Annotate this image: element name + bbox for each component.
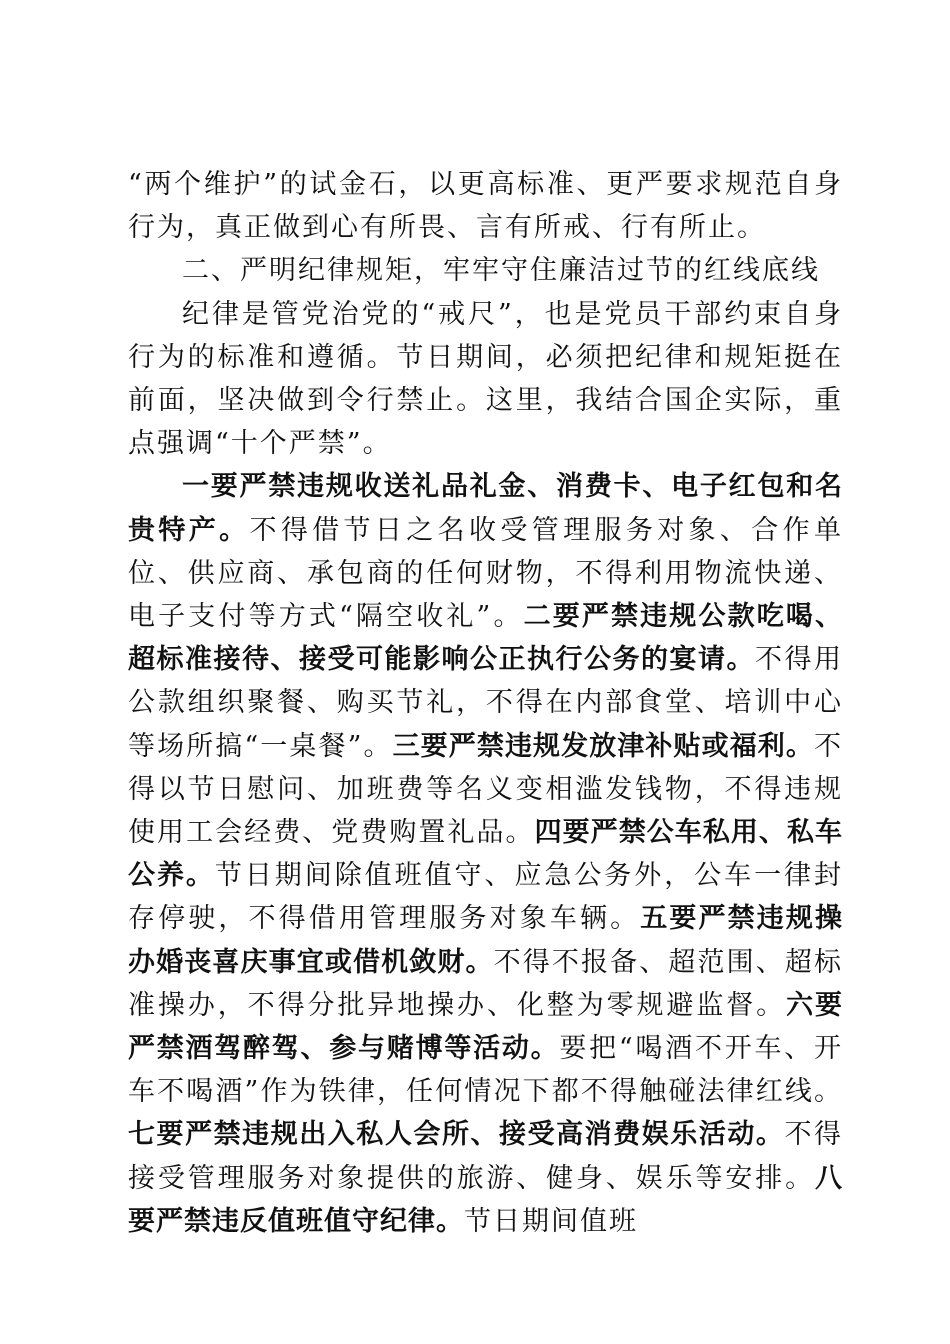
paragraph-text: 节日期间值班 [464,1205,638,1237]
paragraph-text: 要把“喝酒不开车、开车不喝酒”作为铁律，任何情况下都不得触碰法律红线。 [128,1033,843,1108]
paragraph-text: 不得不报备、超范围、超标准操办，不得分批异地操办、化整为零规避监督。 [128,946,843,1021]
bold-heading-text: 八要严禁违反值班值守纪律。 [128,1162,843,1237]
paragraph-text: 不得接受管理服务对象提供的旅游、健身、娱乐等安排。 [128,1119,844,1194]
bold-heading-text: 四要严禁公车私用、私车公养。 [128,817,844,892]
paragraph-text: 纪律是管党治党的“戒尺”，也是党员干部约束自身行为的标准和遵循。节日期间，必须把纪律和规矩挺在前面，坚决做到令行禁止。这里，我结合国企实际，重点强调“十个严禁”。 [128,298,843,460]
paragraph [128,163,843,249]
paragraph-text: 节日期间除值班值守、应急公务外，公车一律封存停驶，不得借用管理服务对象车辆。 [128,860,844,935]
paragraph-text: 不得借节日之名收受管理服务对象、合作单位、供应商、承包商的任何财物，不得利用物流快递、电子支付等方式“隔空收礼”。 [128,514,844,633]
paragraph [128,249,843,292]
paragraph-text: 二、严明纪律规矩，牢牢守住廉洁过节的红线底线 [182,255,820,287]
paragraph [128,293,843,466]
bold-heading-text: 一要严禁违规收送礼品礼金、消费卡、电子红包和名贵特产。 [128,471,843,546]
paragraph [128,465,843,1243]
bold-heading-text: 六要严禁酒驾醉驾、参与赌博等活动。 [128,989,844,1065]
bold-heading-text: 七要严禁违规出入私人会所、接受高消费娱乐活动。 [128,1119,785,1151]
bold-heading-text: 五要严禁违规操办婚丧喜庆事宜或借机敛财。 [128,903,844,978]
paragraph-text: “两个维护”的试金石，以更高标准、更严要求规范自身行为，真正做到心有所畏、言有所戒、行有所止。 [128,169,843,244]
bold-heading-text: 二要严禁违规公款吃喝、超标准接待、接受可能影响公正执行公务的宴请。 [128,601,844,676]
document-body [128,163,843,1243]
paragraph-text: 不得以节日慰问、加班费等名义变相滥发钱物，不得违规使用工会经费、党费购置礼品。 [128,730,843,849]
bold-heading-text: 三要严禁违规发放津补贴或福利。 [392,730,814,762]
paragraph-text: 不得用公款组织聚餐、购买节礼，不得在内部食堂、培训中心等场所搞“一桌餐”。 [128,644,843,762]
